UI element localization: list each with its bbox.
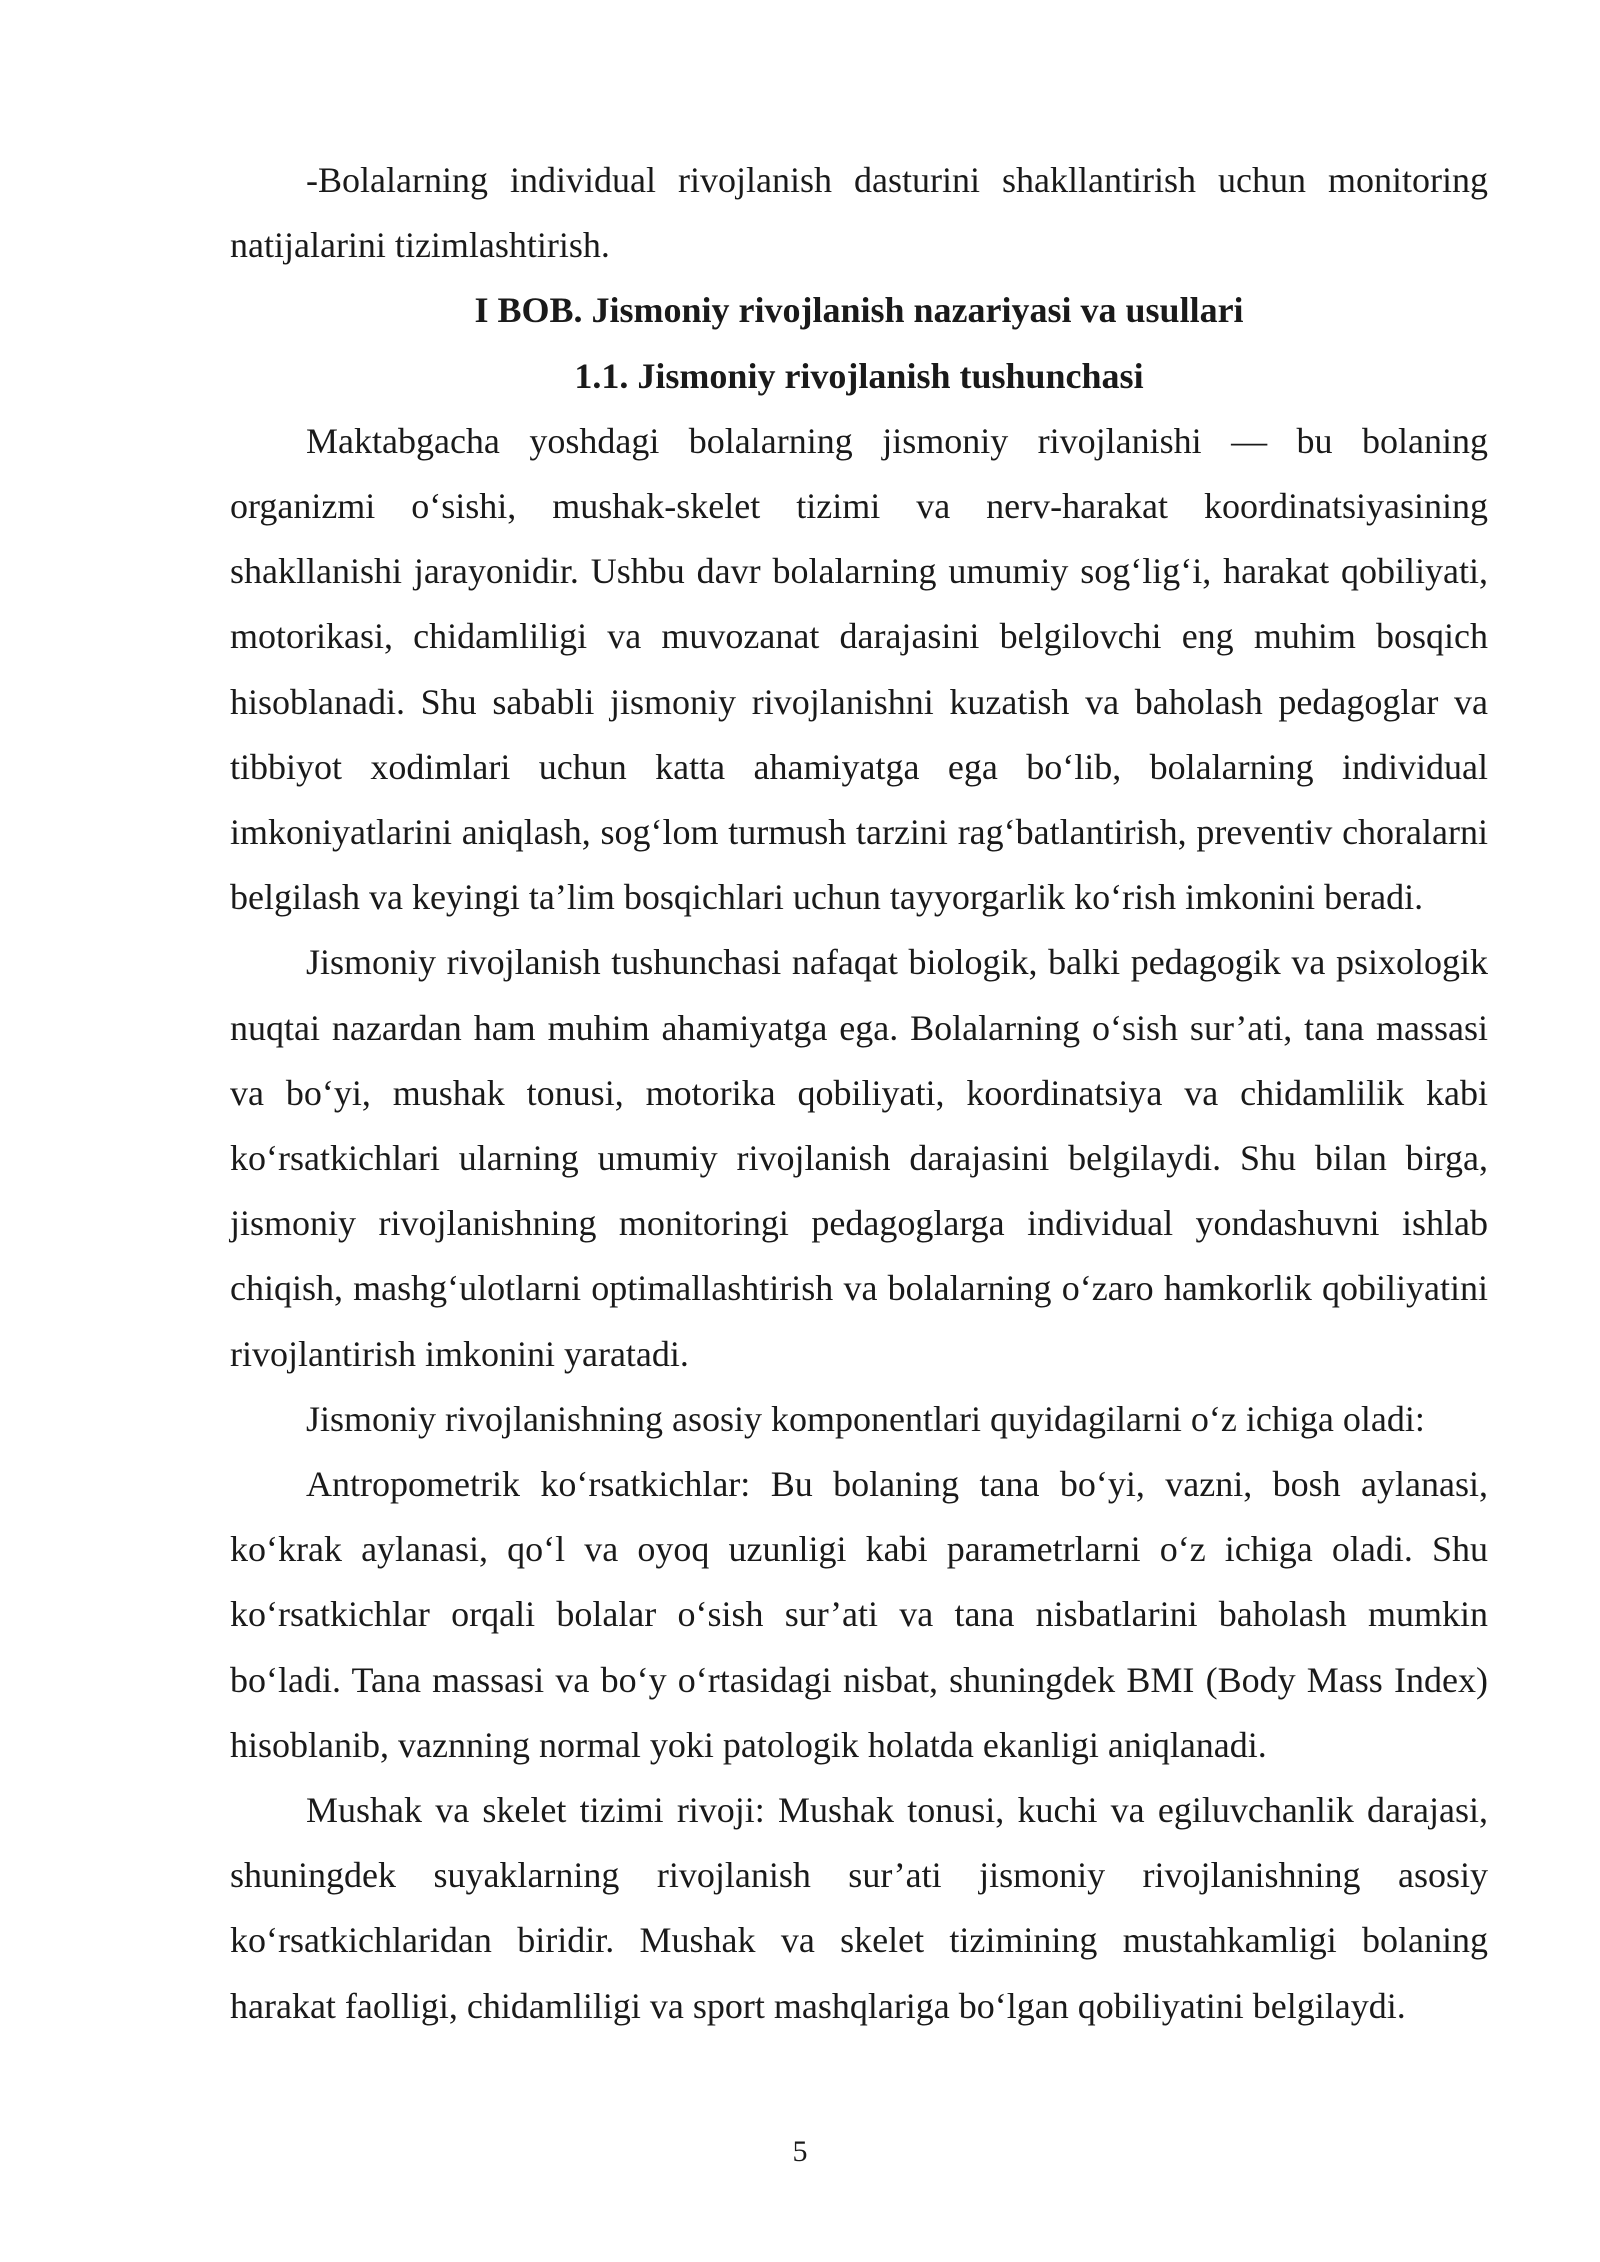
body-paragraph-definition: Maktabgacha yoshdagi bolalarning jismoniy rivojlanishi — bu bolaning organizmi o‘sishi, mushak-skelet tizimi va nerv-harakat koordinatsiyasining shakllanishi jarayonidir. Ushbu davr bolalarning umumiy sog‘lig‘i, harakat qobiliyati, motorikasi, chidamliligi va muvozanat darajasini belgilovchi eng muhim bosqich hisoblanadi. Shu sababli jismoniy rivojlanishni kuzatish va baholash pedagoglar va tibbiyot xodimlari uchun katta ahamiyatga ega bo‘lib, bolalarning individual imkoniyatlarini aniqlash, sog‘lom turmush tarzini rag‘batlantirish, preventiv choralarni belgilash va keyingi ta’lim bosqichlari uchun tayyorgarlik ko‘rish imkonini beradi. [230,420,1488,918]
body-paragraph-concept: Jismoniy rivojlanish tushunchasi nafaqat biologik, balki pedagogik va psixologik nuqtai nazardan ham muhim ahamiyatga ega. Bolalarning o‘sish sur’ati, tana massasi va bo‘yi, mushak tonusi, motorika qobiliyati, koordinatsiya va chidamlilik kabi ko‘rsatkichlari ularning umumiy rivojlanish darajasini belgilaydi. Shu bilan birga, jismoniy rivojlanishning monitoringi pedagoglarga individual yondashuvni ishlab chiqish, mashg‘ulotlarni optimallashtirish va bolalarning o‘zaro hamkorlik qobiliyatini rivojlantirish imkonini yaratadi. [230,942,1488,1374]
body-paragraph-musculoskeletal: Mushak va skelet tizimi rivoji: Mushak tonusi, kuchi va egiluvchanlik darajasi, shuningdek suyaklarning rivojlanish sur’ati jismoniy rivojlanishning asosiy ko‘rsatkichlaridan biridir. Mushak va skelet tizimining mustahkamligi bolaning harakat faolligi, chidamliligi va sport mashqlariga bo‘lgan qobiliyatini belgilaydi. [230,1790,1488,2026]
body-paragraph-components-intro: Jismoniy rivojlanishning asosiy komponentlari quyidagilarni o‘z ichiga oladi: [306,1398,1425,1439]
chapter-title: I BOB. Jismoniy rivojlanish nazariyasi va usullari [474,290,1244,331]
intro-paragraph: -Bolalarning individual rivojlanish dasturini shakllantirish uchun monitoring natijalarini tizimlashtirish. [230,160,1488,266]
body-paragraph-anthropometric: Antropometrik ko‘rsatkichlar: Bu bolaning tana bo‘yi, vazni, bosh aylanasi, ko‘krak aylanasi, qo‘l va oyoq uzunligi kabi parametrlarni o‘z ichiga oladi. Shu ko‘rsatkichlar orqali bolalar o‘sish sur’ati va tana nisbatlarini baholash mumkin bo‘ladi. Tana massasi va bo‘y o‘rtasidagi nisbat, shuningdek BMI (Body Mass Index) hisoblanib, vaznning normal yoki patologik holatda ekanligi aniqlanadi. [230,1464,1488,1765]
page-content [230,148,1488,2039]
page-number: 5 [792,2135,808,2168]
section-title: 1.1. Jismoniy rivojlanish tushunchasi [574,355,1144,396]
